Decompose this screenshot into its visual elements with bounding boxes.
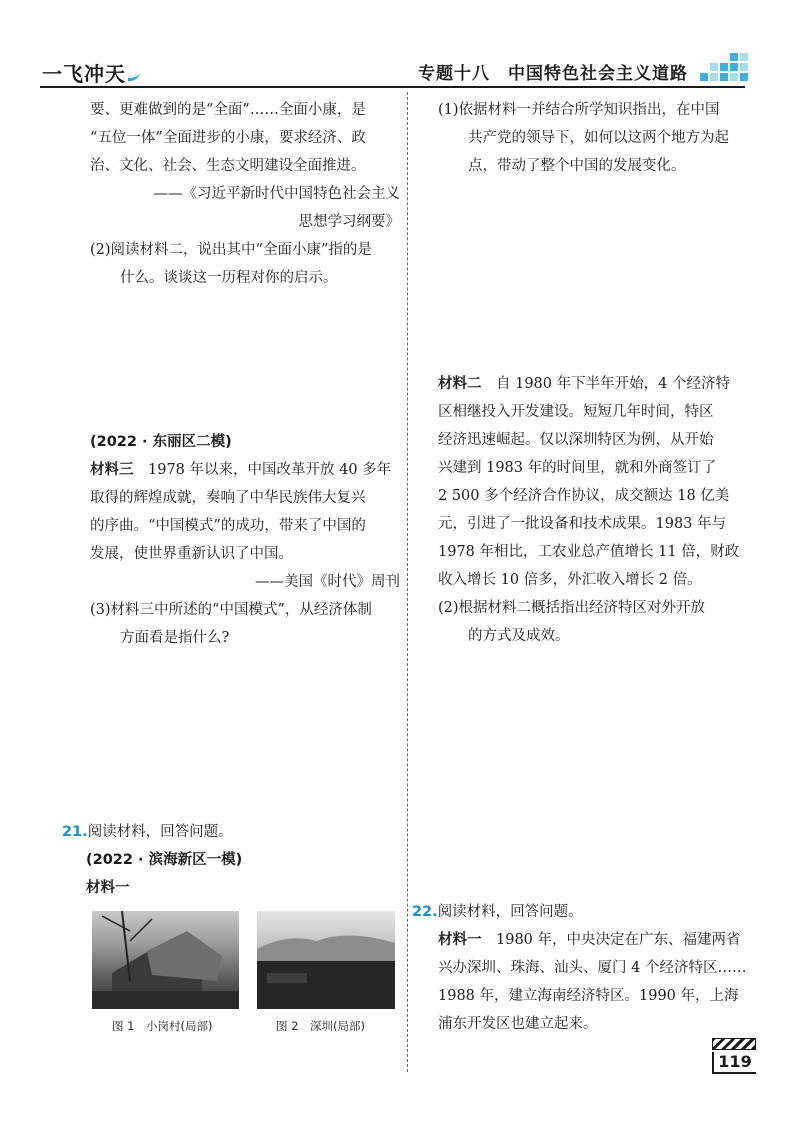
exam-source-tag: (2022 · 滨海新区一模) bbox=[86, 852, 243, 868]
material-text: 1988 年，建立海南经济特区。1990 年，上海 bbox=[438, 988, 739, 1004]
material-text: 兴办深圳、珠海、汕头、厦门 4 个经济特区…… bbox=[438, 960, 747, 976]
question-21 bbox=[62, 818, 402, 902]
figure-1-caption: 图 1 小岗村(局部) bbox=[112, 1019, 213, 1033]
xiaogang-village-photo bbox=[92, 911, 239, 1009]
page-number-badge bbox=[712, 1038, 756, 1074]
question-text: (2)根据材料二概括指出经济特区对外开放 bbox=[438, 600, 706, 616]
question-prompt: 阅读材料，回答问题。 bbox=[87, 824, 233, 840]
material-text: 材料二 自 1980 年下半年开始，4 个经济特 bbox=[438, 376, 730, 392]
material-text: 的序曲。“中国模式”的成功，带来了中国的 bbox=[90, 518, 366, 534]
material-text: 2 500 多个经济合作协议，成交额达 18 亿美 bbox=[438, 488, 730, 504]
chapter-title: 专题十八 中国特色社会主义道路 bbox=[418, 64, 688, 84]
question-text: (2)阅读材料二，说出其中“全面小康”指的是 bbox=[90, 242, 372, 258]
left-question-2 bbox=[90, 236, 400, 292]
material-text: 材料三 1978 年以来，中国改革开放 40 多年 bbox=[90, 462, 392, 478]
brand-logo: 一飞冲天 bbox=[42, 58, 140, 87]
left-continuation-text bbox=[90, 96, 400, 236]
material-text: 兴建到 1983 年的时间里，就和外商签订了 bbox=[438, 460, 717, 476]
page-number: 119 bbox=[712, 1052, 756, 1074]
text-line: “五位一体”全面进步的小康，要求经济、政 bbox=[90, 130, 366, 146]
figure-2-caption: 图 2 深圳(局部) bbox=[276, 1019, 365, 1033]
material-text: 材料一 1980 年，中央决定在广东、福建两省 bbox=[438, 932, 741, 948]
material-text: 发展，使世界重新认识了中国。 bbox=[90, 546, 293, 562]
material-text: 元，引进了一批设备和技术成果。1983 年与 bbox=[438, 516, 727, 532]
material-text: 区相继投入开发建设。短短几年时间，特区 bbox=[438, 404, 714, 420]
question-text: 共产党的领导下，如何以这两个地方为起 bbox=[468, 130, 729, 146]
shenzhen-photo bbox=[257, 911, 395, 1009]
question-number: 21. bbox=[62, 824, 88, 840]
material-text: 浦东开发区也建立起来。 bbox=[438, 1016, 598, 1032]
question-text: 点，带动了整个中国的发展变化。 bbox=[468, 158, 686, 174]
source-citation: 思想学习纲要》 bbox=[298, 214, 400, 230]
text-line: 治、文化、社会、生态文明建设全面推进。 bbox=[90, 158, 366, 174]
source-citation: ——《习近平新时代中国特色社会主义 bbox=[153, 186, 400, 202]
question-prompt: 阅读材料，回答问题。 bbox=[437, 904, 583, 920]
question-22 bbox=[412, 898, 758, 1038]
header-rule bbox=[40, 86, 745, 88]
question-text: 什么。谈谈这一历程对你的启示。 bbox=[120, 270, 338, 286]
question-text: (3)材料三中所述的“中国模式”，从经济体制 bbox=[90, 602, 372, 618]
page-number-stripes bbox=[712, 1038, 756, 1050]
source-citation: ——美国《时代》周刊 bbox=[255, 574, 400, 590]
column-divider bbox=[407, 92, 408, 1072]
exam-source-tag: (2022 · 东丽区二模) bbox=[90, 434, 232, 450]
right-question-1 bbox=[438, 96, 758, 180]
text-line: 要、更难做到的是“全面”……全面小康，是 bbox=[90, 102, 366, 118]
material-text: 1978 年相比，工农业总产值增长 11 倍，财政 bbox=[438, 544, 740, 560]
question-text: 方面看是指什么? bbox=[120, 630, 230, 646]
material-label: 材料一 bbox=[438, 932, 482, 948]
question-text: (1)依据材料一并结合所学知识指出，在中国 bbox=[438, 102, 720, 118]
material-label: 材料一 bbox=[86, 880, 130, 896]
right-material-2 bbox=[438, 370, 758, 650]
material-label: 材料三 bbox=[90, 462, 134, 478]
material-text: 取得的辉煌成就，奏响了中华民族伟大复兴 bbox=[90, 490, 366, 506]
header-mosaic-decoration bbox=[700, 55, 750, 89]
left-material-3 bbox=[90, 428, 400, 652]
material-label: 材料二 bbox=[438, 376, 482, 392]
material-text: 收入增长 10 倍多，外汇收入增长 2 倍。 bbox=[438, 572, 702, 588]
question-text: 的方式及成效。 bbox=[468, 628, 570, 644]
material-text: 经济迅速崛起。仅以深圳特区为例，从开始 bbox=[438, 432, 714, 448]
question-number: 22. bbox=[412, 904, 438, 920]
